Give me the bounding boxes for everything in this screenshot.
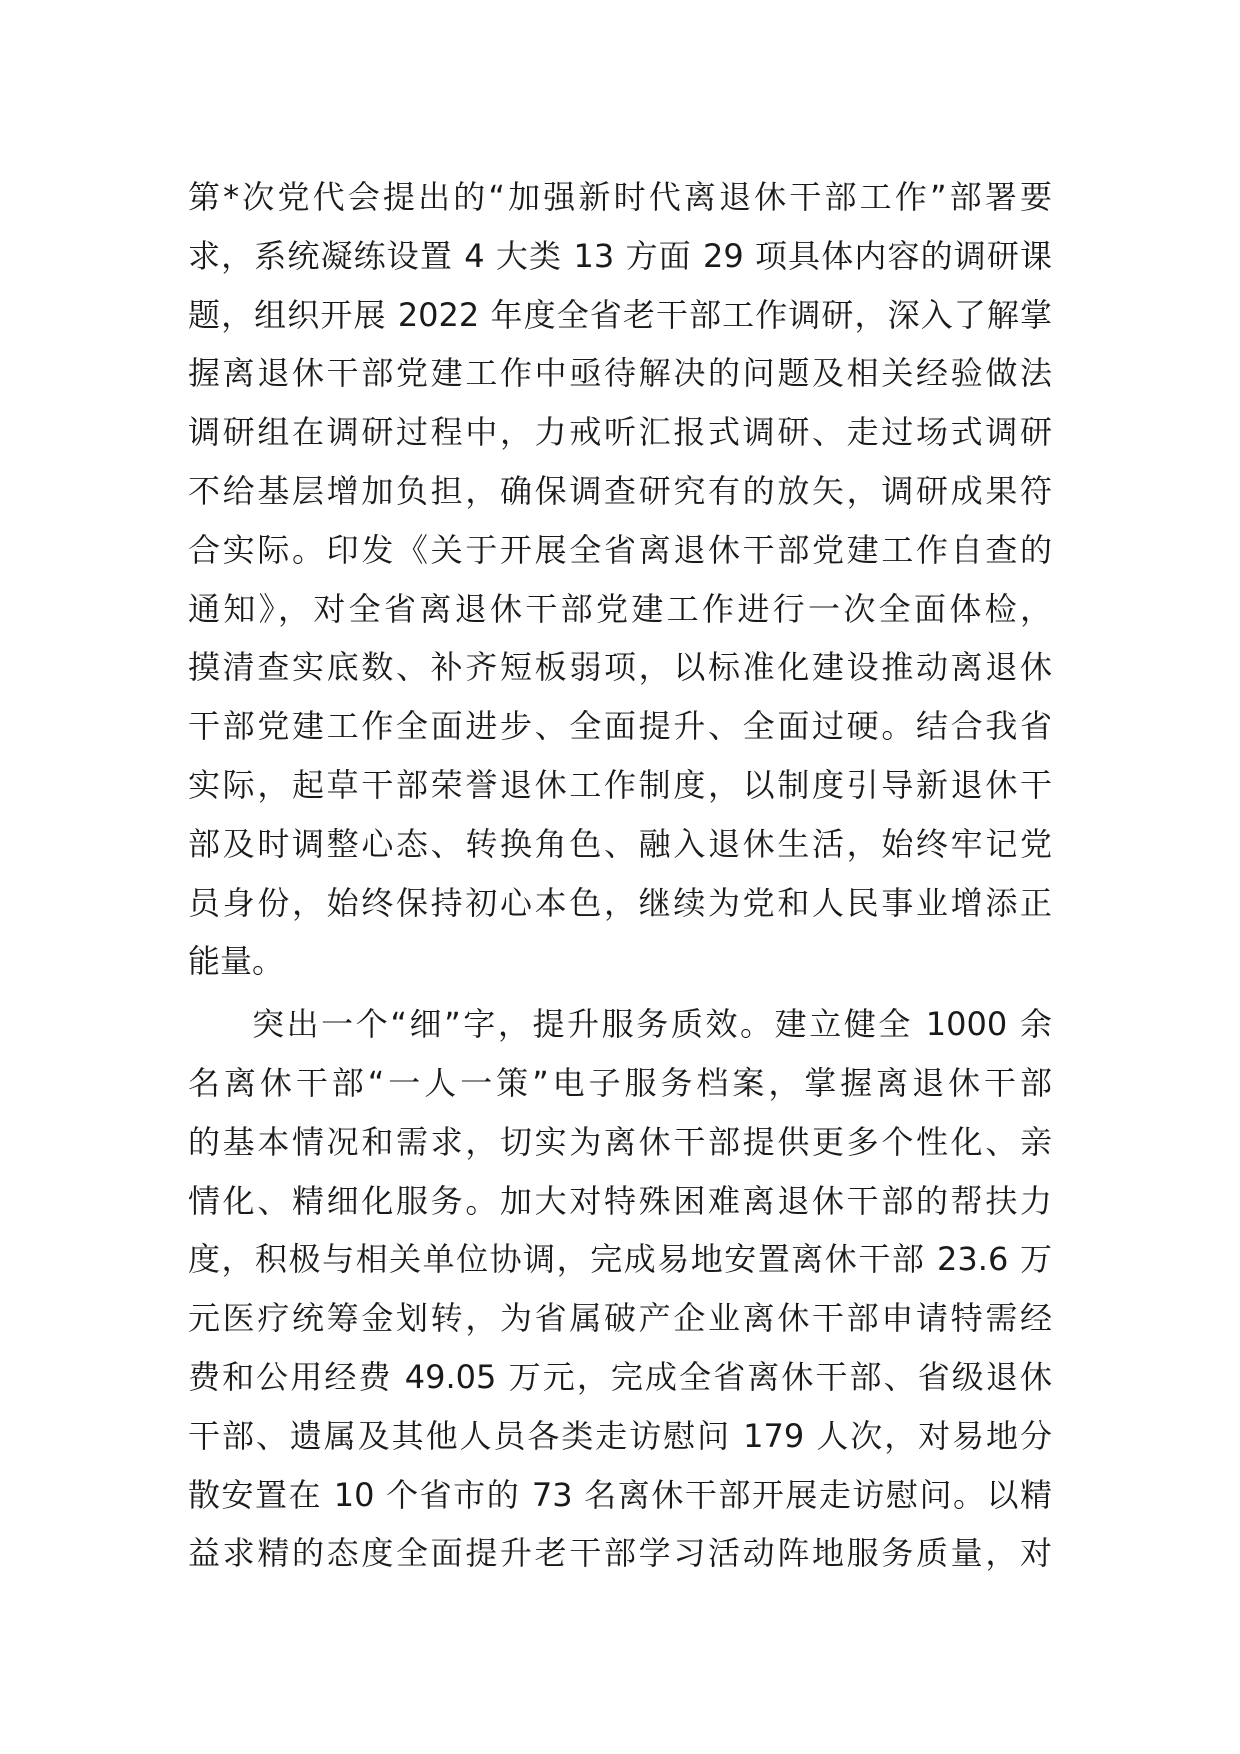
paragraph-line: 度，积极与相关单位协调，完成易地安置离休干部 23.6 万 [188, 1240, 1052, 1279]
paragraph-2 [188, 995, 1052, 1583]
paragraph-line: 能量。 [188, 942, 285, 981]
document-page [188, 168, 1052, 1583]
paragraph-line: 的基本情况和需求，切实为离休干部提供更多个性化、亲 [188, 1122, 1052, 1161]
paragraph-line: 握离退休干部党建工作中亟待解决的问题及相关经验做法 [188, 354, 1052, 393]
paragraph-line: 名离休干部“一人一策”电子服务档案，掌握离退休干部 [188, 1063, 1052, 1102]
paragraph-line: 突出一个“细”字，提升服务质效。建立健全 1000 余 [252, 1005, 1052, 1044]
paragraph-line: 散安置在 10 个省市的 73 名离休干部开展走访慰问。以精 [188, 1475, 1052, 1514]
paragraph-line: 摸清查实底数、补齐短板弱项，以标准化建设推动离退休 [188, 648, 1052, 687]
paragraph-line: 干部党建工作全面进步、全面提升、全面过硬。结合我省 [188, 707, 1052, 746]
paragraph-1 [188, 168, 1052, 991]
paragraph-line: 求，系统凝练设置 4 大类 13 方面 29 项具体内容的调研课 [188, 236, 1052, 275]
paragraph-line: 员身份，始终保持初心本色，继续为党和人民事业增添正 [188, 883, 1052, 922]
paragraph-line: 第*次党代会提出的“加强新时代离退休干部工作”部署要 [188, 178, 1052, 216]
paragraph-line: 实际，起草干部荣誉退休工作制度，以制度引导新退休干 [188, 765, 1052, 804]
paragraph-line: 费和公用经费 49.05 万元，完成全省离休干部、省级退休 [188, 1357, 1052, 1396]
paragraph-line: 题，组织开展 2022 年度全省老干部工作调研，深入了解掌 [188, 295, 1052, 334]
paragraph-line: 不给基层增加负担，确保调查研究有的放矢，调研成果符 [188, 471, 1052, 510]
paragraph-line: 合实际。印发《关于开展全省离退休干部党建工作自查的 [188, 530, 1052, 569]
paragraph-line: 部及时调整心态、转换角色、融入退休生活，始终牢记党 [188, 824, 1052, 863]
paragraph-line: 元医疗统筹金划转，为省属破产企业离休干部申请特需经 [188, 1299, 1052, 1338]
paragraph-line: 情化、精细化服务。加大对特殊困难离退休干部的帮扶力 [188, 1181, 1052, 1220]
paragraph-line: 干部、遗属及其他人员各类走访慰问 179 人次，对易地分 [188, 1416, 1052, 1455]
paragraph-line: 通知》，对全省离退休干部党建工作进行一次全面体检， [188, 589, 1052, 628]
paragraph-line: 调研组在调研过程中，力戒听汇报式调研、走过场式调研 [188, 413, 1052, 452]
paragraph-line: 益求精的态度全面提升老干部学习活动阵地服务质量，对 [188, 1534, 1052, 1573]
